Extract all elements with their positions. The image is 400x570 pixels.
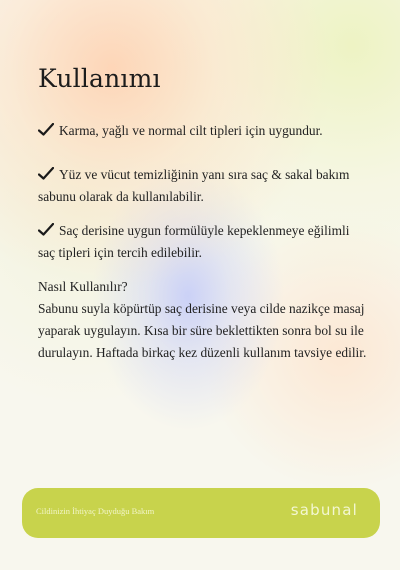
bullet-text: Karma, yağlı ve normal cilt tipleri için uygundur. [59, 123, 323, 138]
usage-section [38, 276, 368, 364]
bullet-text: Saç derisine uygun formülüyle kepeklenmeye eğilimli saç tipleri için tercih edilebilir. [38, 223, 350, 260]
usage-body: Sabunu suyla köpürtüp saç derisine veya cilde nazikçe masaj yaparak uygulayın. Kısa bir süre beklettikten sonra bol su ile durulayın. Haftada birkaç kez düzenli kullanım tavsiye edilir. [38, 301, 367, 360]
checkmark-icon [38, 223, 54, 236]
page-title: Kullanımı [38, 64, 161, 93]
footer-banner [22, 488, 380, 538]
bullet-item [38, 164, 368, 208]
usage-heading: Nasıl Kullanılır? [38, 279, 128, 294]
checkmark-icon [38, 123, 54, 136]
brand-logo: sabunal [290, 501, 358, 519]
bullet-item [38, 220, 368, 264]
bullet-text: Yüz ve vücut temizliğinin yanı sıra saç & sakal bakım sabunu olarak da kullanılabilir. [38, 167, 350, 204]
footer-tagline: Cildinizin İhtiyaç Duyduğu Bakım [36, 506, 155, 516]
checkmark-icon [38, 167, 54, 180]
bullet-item [38, 120, 368, 142]
